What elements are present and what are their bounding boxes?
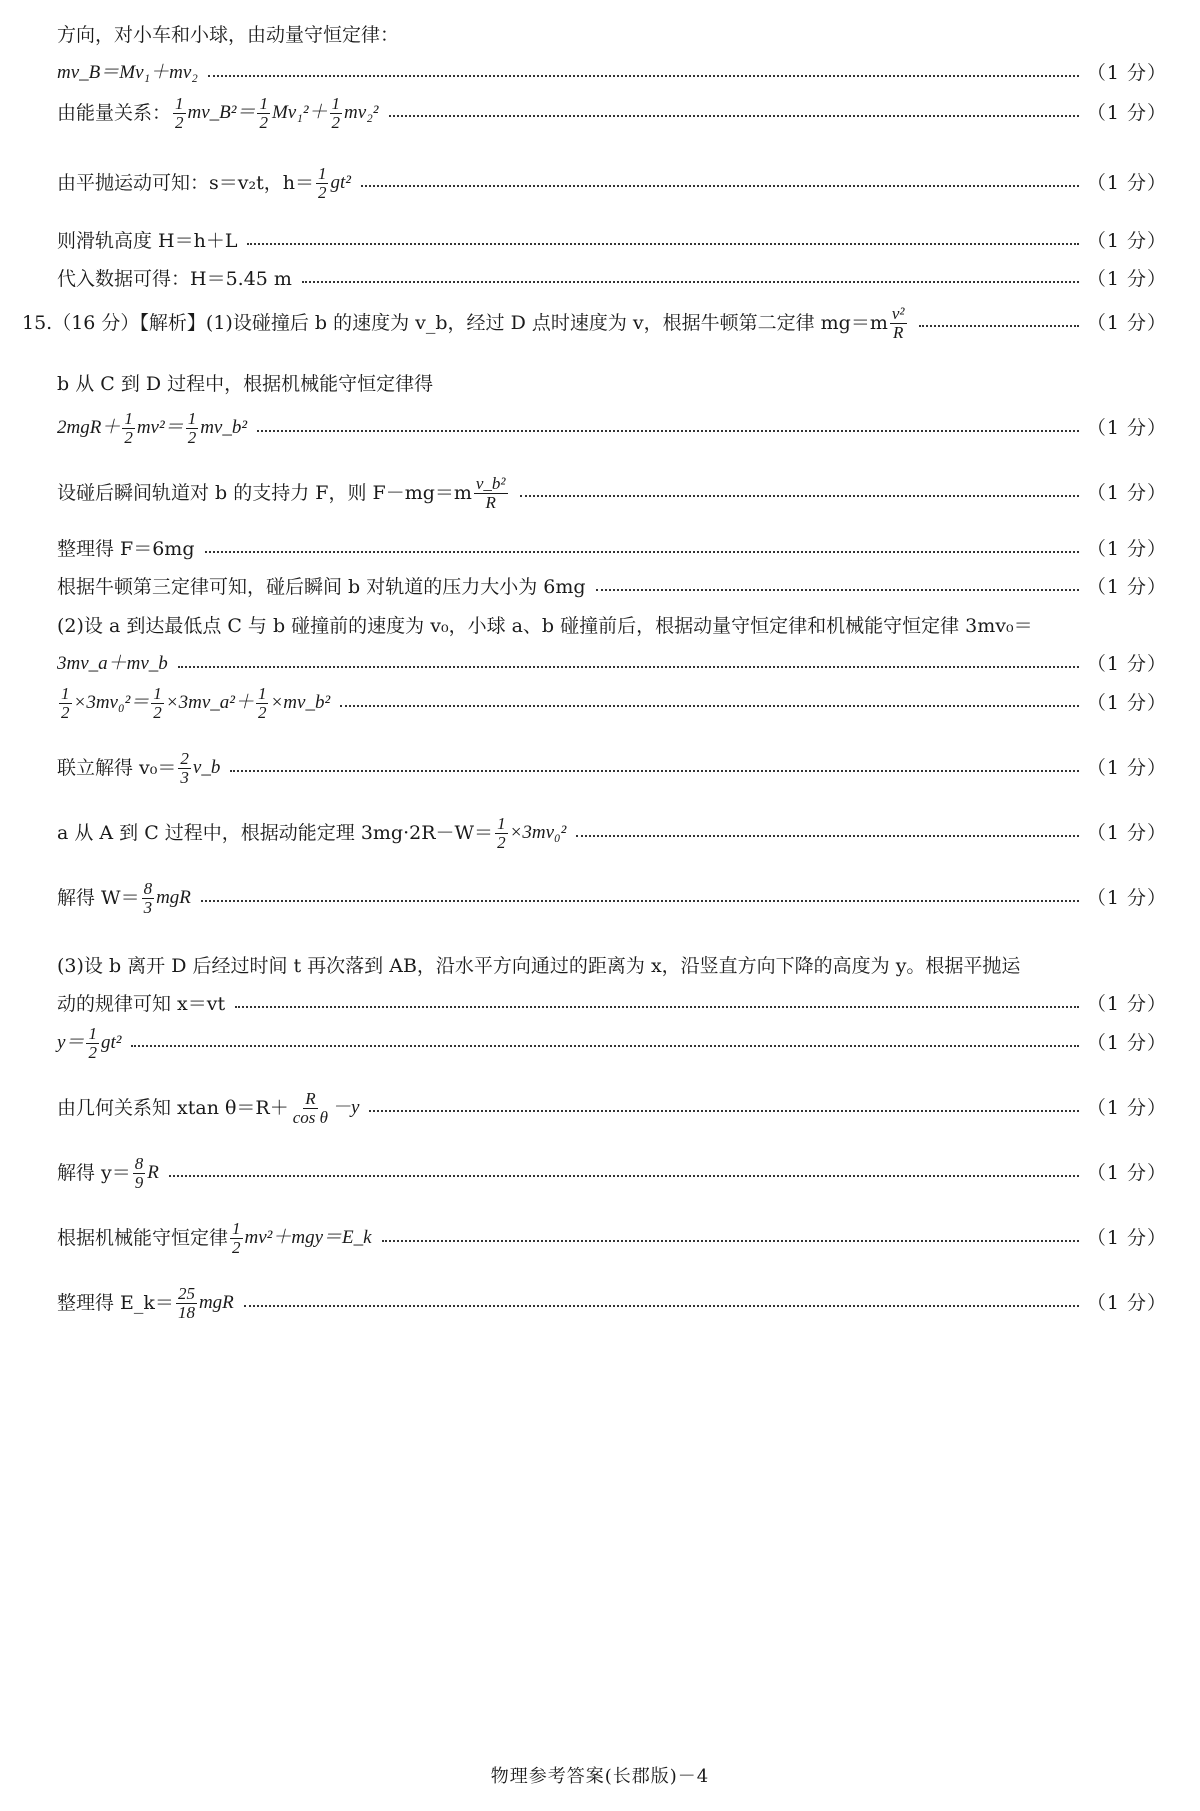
text-line [57, 955, 1167, 978]
score-label: （1 分） [1086, 1031, 1167, 1054]
equation-suffix: －y [332, 1096, 360, 1118]
fraction-denominator: 2 [124, 427, 133, 447]
leader-dots [244, 1305, 1079, 1307]
fraction [291, 1090, 330, 1127]
fraction [256, 685, 269, 722]
equation-part: mv_B²＝ [187, 101, 256, 123]
fraction-denominator: 2 [257, 702, 267, 722]
score-label: （1 分） [1086, 886, 1167, 909]
equation-prefix: 设碰后瞬间轨道对 b 的支持力 F，则 F－mg＝m [57, 481, 472, 504]
fraction-numerator: 1 [61, 684, 70, 703]
leader-dots [389, 115, 1079, 117]
equation-line [57, 653, 1167, 676]
fraction-numerator: 1 [88, 1024, 97, 1043]
equation-line [57, 750, 1167, 787]
fraction-denominator: R [892, 322, 904, 342]
fraction [495, 815, 508, 852]
equation-prefix: a 从 A 到 C 过程中，根据动能定理 3mg·2R－W＝ [57, 821, 494, 844]
equation-part: Mv₁²＋ [271, 101, 328, 123]
fraction-denominator: 2 [331, 112, 341, 132]
score-label: （1 分） [1086, 1291, 1167, 1314]
leader-dots [302, 281, 1079, 283]
equation-text: 3mv_a＋mv_b [57, 653, 168, 674]
equation-part: ×3mv₀²＝ [73, 691, 150, 713]
score-label: （1 分） [1086, 653, 1167, 675]
equation-part: ×3mv_a²＋ [165, 691, 254, 713]
score-label: （1 分） [1086, 993, 1167, 1015]
fraction-numerator: 2 [180, 749, 189, 768]
fraction-numerator: 8 [134, 1154, 144, 1173]
equation-suffix: mgR [156, 886, 191, 908]
fraction-denominator: 2 [232, 1237, 241, 1257]
fraction-denominator: 3 [143, 897, 153, 917]
score-label: （1 分） [1086, 1161, 1167, 1184]
score-label: （1 分） [1086, 101, 1167, 124]
fraction-denominator: 2 [317, 182, 327, 202]
equation-suffix: mv₂² [344, 101, 379, 123]
leader-dots [382, 1240, 1079, 1242]
score-label: （1 分） [1086, 62, 1167, 84]
equation-line [57, 1025, 1167, 1062]
text-line [57, 615, 1167, 638]
equation-text: 代入数据可得：H＝5.45 m [57, 268, 292, 290]
equation-line [57, 1285, 1167, 1322]
equation-prefix: 由能量关系： [57, 101, 172, 124]
equation-prefix: 解得 y＝ [57, 1161, 131, 1184]
fraction [133, 1155, 146, 1192]
fraction-numerator: R [305, 1089, 316, 1108]
score-label: （1 分） [1086, 821, 1167, 844]
equation-line [57, 1155, 1167, 1192]
equation-text: 根据牛顿第三定律可知，碰后瞬间 b 对轨道的压力大小为 6mg [57, 576, 586, 598]
equation-line [57, 95, 1167, 132]
equation-prefix: 2mgR＋ [57, 416, 121, 438]
leader-dots [247, 243, 1078, 245]
equation-suffix: gt² [330, 171, 351, 193]
leader-dots [208, 75, 1079, 77]
equation-line [57, 880, 1167, 917]
equation-text: 则滑轨高度 H＝h＋L [57, 230, 238, 252]
fraction-numerator: 1 [232, 1219, 241, 1238]
equation-line [57, 410, 1167, 447]
fraction [257, 95, 270, 132]
leader-dots [178, 666, 1079, 668]
fraction-numerator: 25 [177, 1284, 195, 1303]
equation-line [57, 1220, 1167, 1257]
equation-line [57, 230, 1167, 253]
fraction-denominator: 2 [187, 427, 197, 447]
fraction-denominator: 2 [88, 1042, 97, 1062]
equation-line [57, 993, 1167, 1016]
equation-text: 动的规律可知 x＝vt [57, 993, 226, 1015]
equation-prefix: 由平抛运动可知：s＝v₂t，h＝ [57, 171, 314, 194]
leader-dots [235, 1006, 1079, 1008]
equation-text: 整理得 F＝6mg [57, 538, 195, 560]
score-label: （1 分） [1086, 1226, 1167, 1249]
text-line [57, 24, 1167, 47]
fraction [186, 410, 199, 447]
equation-suffix: v_b [192, 756, 221, 778]
question-header-line [22, 305, 1167, 342]
fraction-numerator: 1 [331, 94, 341, 113]
equation-line [57, 475, 1167, 512]
fraction [474, 475, 508, 512]
fraction-numerator: 1 [124, 409, 133, 428]
fraction-denominator: 9 [134, 1172, 144, 1192]
fraction-denominator: 2 [153, 702, 162, 722]
equation-text: mv_B＝Mv₁＋mv₂ [57, 62, 198, 83]
equation-prefix: 联立解得 v₀＝ [57, 756, 177, 779]
fraction-numerator: v² [891, 304, 905, 323]
leader-dots [131, 1045, 1078, 1047]
score-label: （1 分） [1086, 268, 1167, 290]
score-label: （1 分） [1086, 691, 1167, 714]
page-footer: 物理参考答案(长郡版)－4 [490, 1766, 710, 1787]
fraction [890, 305, 907, 342]
question-header-text: 15.（16 分）【解析】(1)设碰撞后 b 的速度为 v_b，经过 D 点时速度为 v，根据牛顿第二定律 mg＝m [22, 311, 888, 334]
equation-prefix: 根据机械能守恒定律 [57, 1226, 229, 1249]
equation-line [57, 1090, 1167, 1127]
equation-line [57, 576, 1167, 599]
fraction [122, 410, 135, 447]
fraction-denominator: 2 [175, 112, 184, 132]
leader-dots [169, 1175, 1079, 1177]
fraction [173, 95, 186, 132]
fraction-numerator: 8 [143, 879, 153, 898]
leader-dots [230, 770, 1079, 772]
fraction-denominator: cos θ [292, 1107, 329, 1127]
leader-dots [201, 900, 1079, 902]
fraction-denominator: 2 [259, 112, 268, 132]
equation-suffix: mv_b² [200, 416, 248, 438]
equation-suffix: R [147, 1161, 159, 1183]
fraction [330, 95, 343, 132]
line-text: b 从 C 到 D 过程中，根据机械能守恒定律得 [57, 373, 434, 395]
text-line [57, 373, 1167, 396]
score-label: （1 分） [1086, 171, 1167, 194]
equation-part: mv²＝ [136, 416, 184, 438]
line-text: 方向，对小车和小球，由动量守恒定律： [57, 24, 400, 46]
fraction [316, 165, 329, 202]
equation-prefix: 解得 W＝ [57, 886, 140, 909]
equation-prefix: y＝ [57, 1031, 85, 1053]
line-text: (2)设 a 到达最低点 C 与 b 碰撞前的速度为 v₀，小球 a、b 碰撞前后，根据动量守恒定律和机械能守恒定律 3mv₀＝ [57, 615, 1033, 637]
fraction-numerator: 1 [187, 409, 197, 428]
score-label: （1 分） [1086, 416, 1167, 439]
leader-dots [361, 185, 1079, 187]
fraction [59, 685, 72, 722]
fraction-denominator: 2 [61, 702, 70, 722]
fraction-numerator: 1 [257, 684, 267, 703]
equation-suffix: mgR [198, 1291, 234, 1313]
fraction-numerator: 1 [497, 814, 506, 833]
score-label: （1 分） [1086, 311, 1167, 334]
equation-suffix: gt² [100, 1031, 122, 1053]
fraction [151, 685, 164, 722]
fraction-denominator: R [485, 492, 496, 512]
equation-line [57, 268, 1167, 291]
leader-dots [576, 835, 1079, 837]
fraction [176, 1285, 197, 1322]
equation-line [57, 815, 1167, 852]
leader-dots [596, 589, 1079, 591]
leader-dots [340, 705, 1079, 707]
line-text: (3)设 b 离开 D 后经过时间 t 再次落到 AB，沿水平方向通过的距离为 x，沿竖直方向下降的高度为 y。根据平抛运 [57, 955, 1021, 977]
fraction-denominator: 18 [177, 1302, 195, 1322]
leader-dots [205, 551, 1079, 553]
fraction-numerator: 1 [175, 94, 184, 113]
equation-prefix: 由几何关系知 xtan θ＝R＋ [57, 1096, 289, 1119]
fraction [178, 750, 191, 787]
equation-suffix: mv²＋mgy＝E_k [244, 1226, 372, 1248]
fraction-denominator: 2 [497, 832, 506, 852]
equation-line [57, 538, 1167, 561]
score-label: （1 分） [1086, 230, 1167, 252]
fraction-denominator: 3 [180, 767, 189, 787]
score-label: （1 分） [1086, 1096, 1167, 1119]
equation-suffix: ×3mv₀² [509, 821, 567, 843]
score-label: （1 分） [1086, 576, 1167, 598]
fraction-numerator: 1 [317, 164, 327, 183]
fraction [86, 1025, 99, 1062]
equation-line [57, 165, 1167, 202]
fraction-numerator: 1 [259, 94, 268, 113]
fraction [142, 880, 155, 917]
leader-dots [919, 325, 1079, 327]
equation-line [57, 62, 1167, 85]
score-label: （1 分） [1086, 756, 1167, 779]
leader-dots [257, 430, 1079, 432]
fraction-numerator: 1 [153, 684, 162, 703]
fraction [230, 1220, 243, 1257]
leader-dots [520, 495, 1079, 497]
equation-prefix: 整理得 E_k＝ [57, 1291, 174, 1314]
score-label: （1 分） [1086, 538, 1167, 560]
equation-suffix: ×mv_b² [270, 691, 331, 713]
fraction-numerator: v_b² [475, 474, 506, 493]
score-label: （1 分） [1086, 481, 1167, 504]
equation-line [57, 685, 1167, 722]
leader-dots [369, 1110, 1078, 1112]
